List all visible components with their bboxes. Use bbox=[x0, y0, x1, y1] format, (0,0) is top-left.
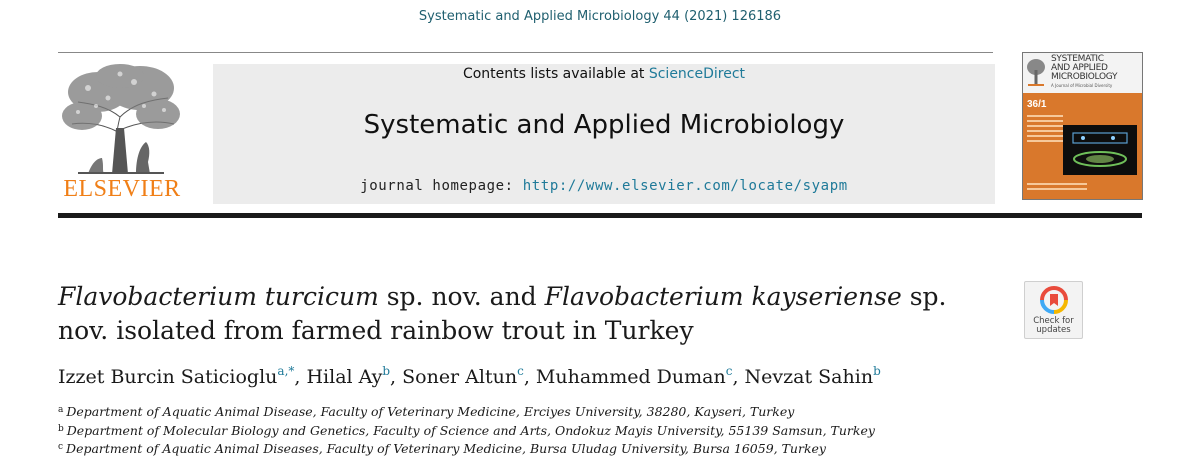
check-for-updates-icon bbox=[1040, 286, 1068, 314]
author-name: Hilal Ay bbox=[306, 366, 383, 388]
header-divider bbox=[58, 52, 993, 53]
homepage-link[interactable]: http://www.elsevier.com/locate/syapm bbox=[522, 178, 848, 194]
affiliation-label: a bbox=[58, 405, 64, 415]
cover-header bbox=[1023, 53, 1142, 93]
cover-title-line3: MICROBIOLOGY bbox=[1051, 72, 1118, 82]
journal-citation: Systematic and Applied Microbiology 44 (2021) 126186 bbox=[418, 9, 782, 24]
cover-subtitle: A Journal of Microbial Diversity bbox=[1051, 83, 1113, 88]
cover-title-line2: AND APPLIED bbox=[1051, 63, 1108, 73]
author-separator: , bbox=[732, 366, 745, 388]
cover-volume: 36/1 bbox=[1027, 99, 1047, 110]
author-affiliation-mark[interactable]: c bbox=[517, 364, 524, 378]
title-text-2: sp. nov. isolated from farmed rainbow trout in Turkey bbox=[58, 282, 947, 345]
check-label-line2: updates bbox=[1036, 325, 1071, 335]
author-name: Soner Altun bbox=[402, 366, 518, 388]
author-separator: , bbox=[294, 366, 307, 388]
author-name: Nevzat Sahin bbox=[744, 366, 874, 388]
author-affiliation-mark[interactable]: c bbox=[725, 364, 733, 378]
affiliation-text: Department of Aquatic Animal Disease, Faculty of Veterinary Medicine, Erciyes University, 38280, Kayseri, Turkey bbox=[66, 404, 795, 419]
author-affiliation-mark[interactable]: b bbox=[382, 364, 391, 378]
affiliation-c bbox=[58, 441, 1058, 456]
author-separator: , bbox=[523, 366, 536, 388]
article-title bbox=[58, 280, 988, 348]
affiliation-b bbox=[58, 423, 1058, 438]
author-separator: , bbox=[390, 366, 403, 388]
affiliation-text: Department of Molecular Biology and Genetics, Faculty of Science and Arts, Ondokuz Mayis University, 55139 Samsun, Turkey bbox=[66, 423, 875, 438]
sciencedirect-link[interactable]: ScienceDirect bbox=[648, 66, 746, 82]
affiliation-label: c bbox=[58, 442, 64, 452]
contents-availability bbox=[213, 66, 995, 82]
check-for-updates-label bbox=[1025, 317, 1082, 335]
cover-text-lines bbox=[1027, 115, 1063, 145]
author-list bbox=[58, 364, 1058, 388]
check-label-line1: Check for bbox=[1033, 316, 1074, 326]
journal-masthead bbox=[213, 64, 995, 204]
affiliation-a bbox=[58, 404, 1058, 419]
title-species-1: Flavobacterium turcicum bbox=[58, 282, 379, 311]
affiliation-label: b bbox=[58, 424, 64, 434]
author-affiliation-mark[interactable]: b bbox=[873, 364, 881, 378]
author-name: Izzet Burcin Saticioglu bbox=[58, 366, 278, 388]
journal-homepage bbox=[213, 178, 995, 194]
author-name: Muhammed Duman bbox=[535, 366, 726, 388]
check-for-updates-button[interactable] bbox=[1024, 281, 1083, 339]
title-text-1: sp. nov. and bbox=[378, 282, 545, 311]
homepage-prefix: journal homepage: bbox=[360, 178, 523, 194]
cover-elsevier-logo-icon bbox=[1026, 56, 1046, 88]
cover-title-line1: SYSTEMATIC bbox=[1051, 54, 1104, 64]
cover-microscopy-image-icon bbox=[1063, 125, 1137, 175]
author-affiliation-mark[interactable]: a,* bbox=[277, 364, 295, 378]
journal-cover-thumbnail[interactable] bbox=[1022, 52, 1143, 200]
cover-bottom-lines bbox=[1027, 183, 1087, 193]
contents-prefix: Contents lists available at bbox=[462, 66, 649, 82]
affiliation-text: Department of Aquatic Animal Diseases, Faculty of Veterinary Medicine, Bursa Uludag University, Bursa 16059, Turkey bbox=[66, 441, 826, 456]
header-thick-rule bbox=[58, 213, 1142, 218]
publisher-wordmark: ELSEVIER bbox=[63, 176, 181, 202]
title-species-2: Flavobacterium kayseriense bbox=[544, 282, 902, 311]
journal-name: Systematic and Applied Microbiology bbox=[363, 110, 845, 140]
